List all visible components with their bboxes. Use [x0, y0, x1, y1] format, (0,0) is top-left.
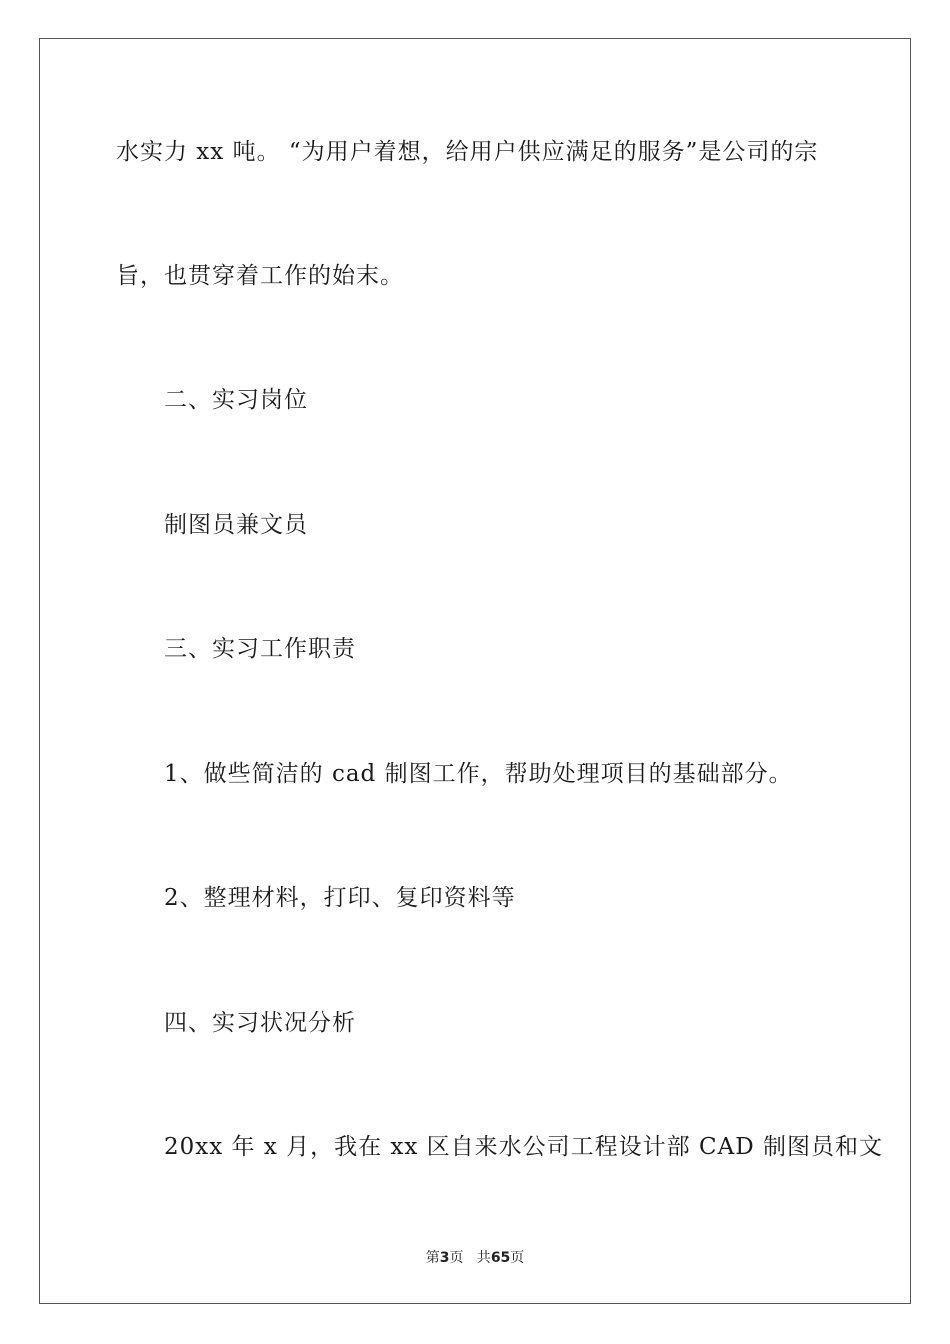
duty-item-1: 1、做些简洁的 cad 制图工作，帮助处理项目的基础部分。 — [164, 761, 793, 787]
body-line-position: 制图员兼文员 — [164, 512, 308, 538]
duty-item-2: 2、整理材料，打印、复印资料等 — [164, 885, 516, 911]
page-border — [39, 38, 911, 1304]
section-heading-3: 三、实习工作职责 — [164, 636, 356, 662]
body-line-analysis: 20xx 年 x 月，我在 xx 区自来水公司工程设计部 CAD 制图员和文 — [164, 1134, 883, 1160]
body-line-1: 水实力 xx 吨。 “为用户着想，给用户供应满足的服务”是公司的宗 — [116, 139, 819, 165]
total-page-count: 65 — [490, 1250, 511, 1266]
current-page-number: 3 — [439, 1250, 450, 1266]
body-line-2: 旨，也贯穿着工作的始末。 — [116, 263, 404, 289]
footer-suffix: 页 — [510, 1250, 525, 1266]
section-heading-4: 四、实习状况分析 — [164, 1010, 356, 1036]
section-heading-2: 二、实习岗位 — [164, 387, 308, 413]
footer-middle: 页 共 — [449, 1250, 491, 1266]
footer-prefix: 第 — [425, 1250, 440, 1266]
page-footer — [0, 1248, 950, 1268]
